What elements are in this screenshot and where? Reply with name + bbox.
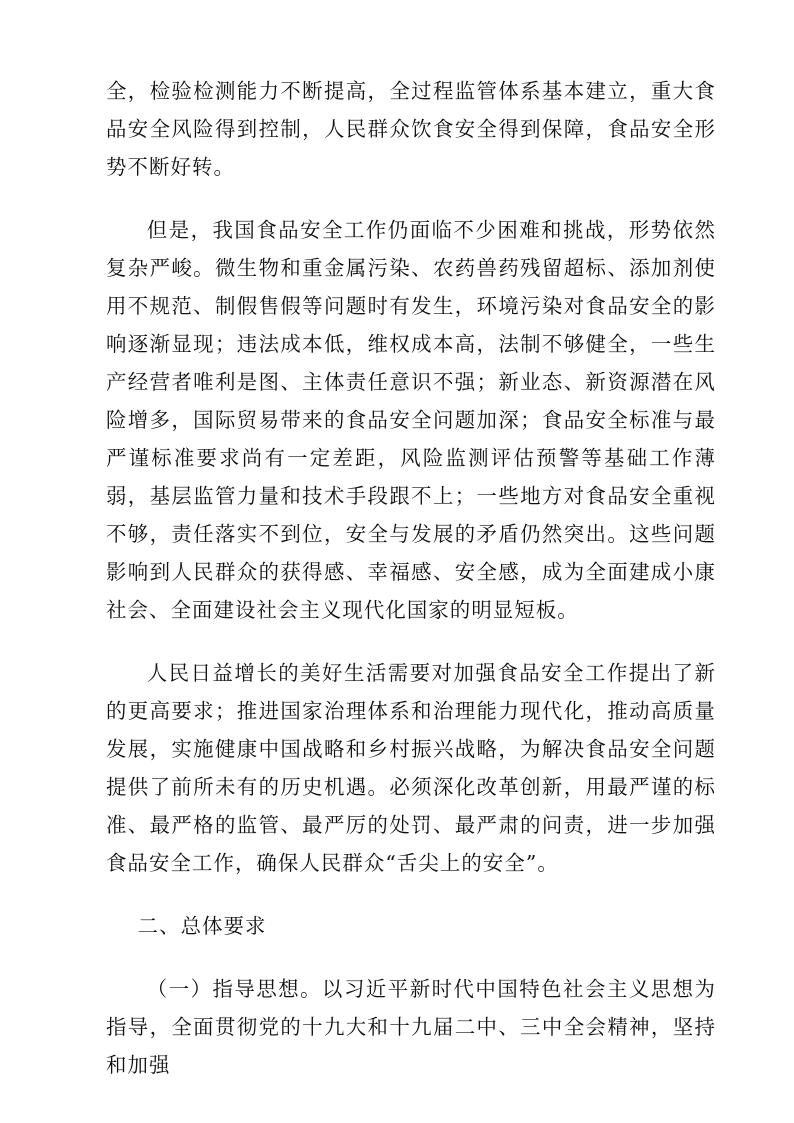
paragraph-continued: 全，检验检测能力不断提高，全过程监管体系基本建立，重大食品安全风险得到控制，人民群众饮食安全得到保障，食品安全形势不断好转。 bbox=[106, 79, 716, 179]
paragraph-requirements: 人民日益增长的美好生活需要对加强食品安全工作提出了新的更高要求；推进国家治理体系和治理能力现代化，推动高质量发展，实施健康中国战略和乡村振兴战略，为解决食品安全问题提供了前所未有的历史机遇。必须深化改革创新，用最严谨的标准、最严格的监管、最严厉的处罚、最严肃的问责，进一步加强食品安全工作，确保人民群众“舌尖上的安全”。 bbox=[106, 661, 716, 875]
paragraph-guiding-thought: （一）指导思想。以习近平新时代中国特色社会主义思想为指导，全面贯彻党的十九大和十九届二中、三中全会精神，坚持和加强 bbox=[106, 977, 716, 1077]
section-heading: 二、总体要求 bbox=[137, 914, 267, 938]
paragraph-challenges: 但是，我国食品安全工作仍面临不少困难和挑战，形势依然复杂严峻。微生物和重金属污染、农药兽药残留超标、添加剂使用不规范、制假售假等问题时有发生，环境污染对食品安全的影响逐渐显现；违法成本低，维权成本高，法制不够健全，一些生产经营者唯利是图、主体责任意识不强；新业态、新资源潜在风险增多，国际贸易带来的食品安全问题加深；食品安全标准与最严谨标准要求尚有一定差距，风险监测评估预警等基础工作薄弱，基层监管力量和技术手段跟不上；一些地方对食品安全重视不够，责任落实不到位，安全与发展的矛盾仍然突出。这些问题影响到人民群众的获得感、幸福感、安全感，成为全面建成小康社会、全面建设社会主义现代化国家的明显短板。 bbox=[106, 218, 716, 622]
document-body bbox=[106, 72, 716, 1109]
